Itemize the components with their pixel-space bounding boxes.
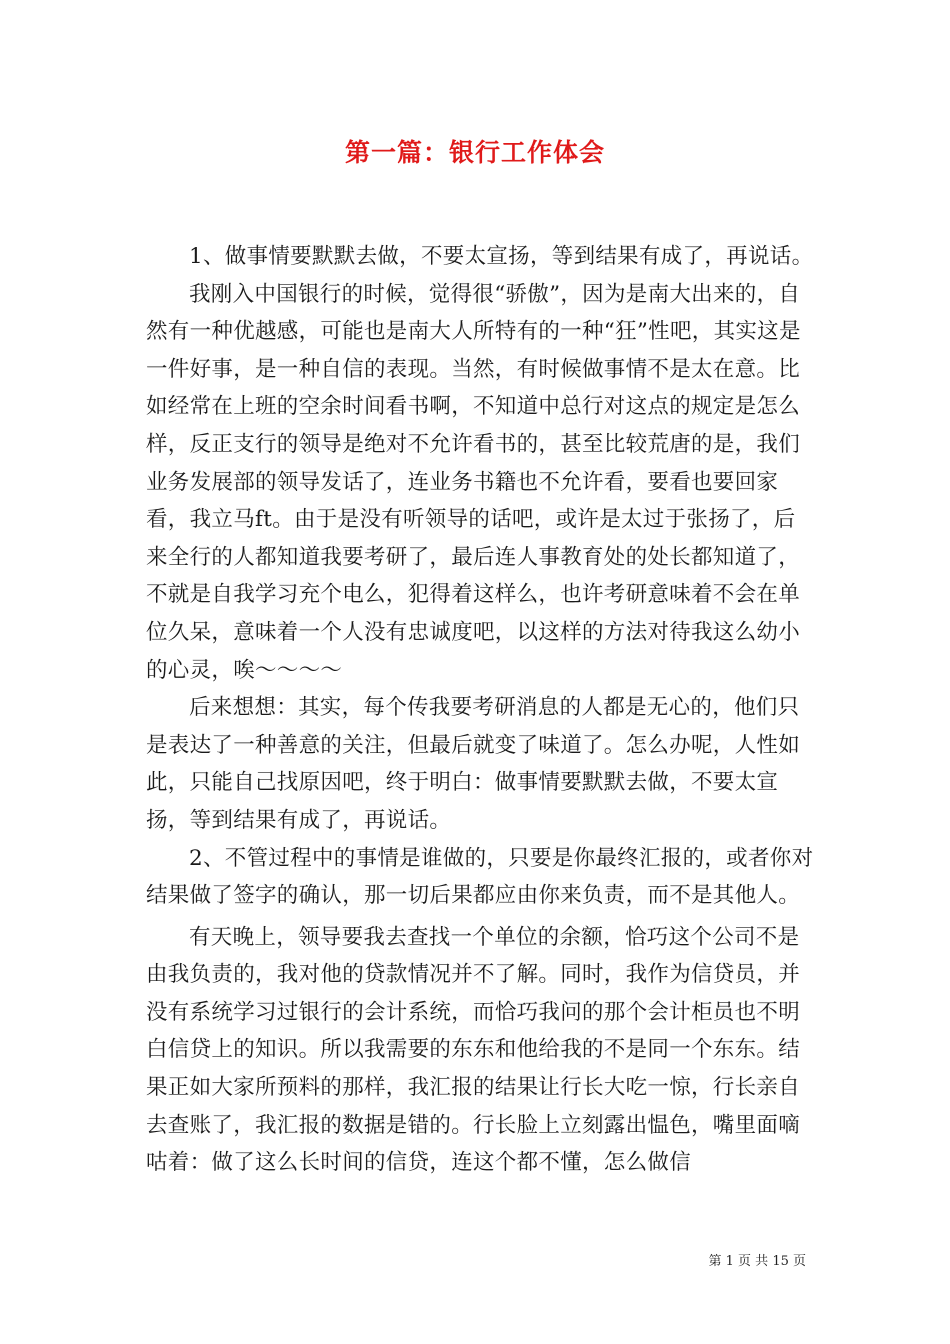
paragraph-4: 2、不管过程中的事情是谁做的，只要是你最终汇报的，或者你对结果做了签字的确认，那一切后果都应由你来负责，而不是其他人。 — [146, 845, 814, 909]
document-body — [146, 238, 816, 1182]
paragraph-5: 有天晚上，领导要我去查找一个单位的余额，恰巧这个公司不是由我负责的，我对他的贷款情况并不了解。同时，我作为信贷员，并没有系统学习过银行的会计系统，而恰巧我问的那个会计柜员也不明白信贷上的知识。所以我需要的东东和他给我的不是同一个东东。结果正如大家所预料的那样，我汇报的结果让行长大吃一惊，行长亲自去查账了，我汇报的数据是错的。行长脸上立刻露出愠色，嘴里面嘀咕着：做了这么长时间的信贷，连这个都不懂，怎么做信 — [146, 924, 801, 1176]
paragraph-3: 后来想想：其实，每个传我要考研消息的人都是无心的，他们只是表达了一种善意的关注，但最后就变了味道了。怎么办呢，人性如此，只能自己找原因吧，终于明白：做事情要默默去做，不要太宣扬，等到结果有成了，再说话。 — [146, 695, 801, 833]
page-number-footer: 第 1 页 共 15 页 — [708, 1254, 806, 1269]
paragraph-2: 我刚入中国银行的时候，觉得很“骄傲”，因为是南大出来的，自然有一种优越感，可能也是南大人所特有的一种“狂”性吧，其实这是一件好事，是一种自信的表现。当然，有时候做事情不是太在意。比如经常在上班的空余时间看书啊，不知道中总行对这点的规定是怎么样，反正支行的领导是绝对不允许看书的，甚至比较荒唐的是，我们业务发展部的领导发话了，连业务书籍也不允许看，要看也要回家看，我立马ft。由于是没有听领导的话吧，或许是太过于张扬了，后来全行的人都知道我要考研了，最后连人事教育处的处长都知道了，不就是自我学习充个电么，犯得着这样么，也许考研意味着不会在单位久呆，意味着一个人没有忠诚度吧，以这样的方法对待我这么幼小的心灵，唉～～～～ — [146, 281, 801, 683]
document-title: 第一篇：银行工作体会 — [344, 138, 605, 167]
paragraph-1: 1、做事情要默默去做，不要太宣扬，等到结果有成了，再说话。 — [189, 244, 814, 269]
